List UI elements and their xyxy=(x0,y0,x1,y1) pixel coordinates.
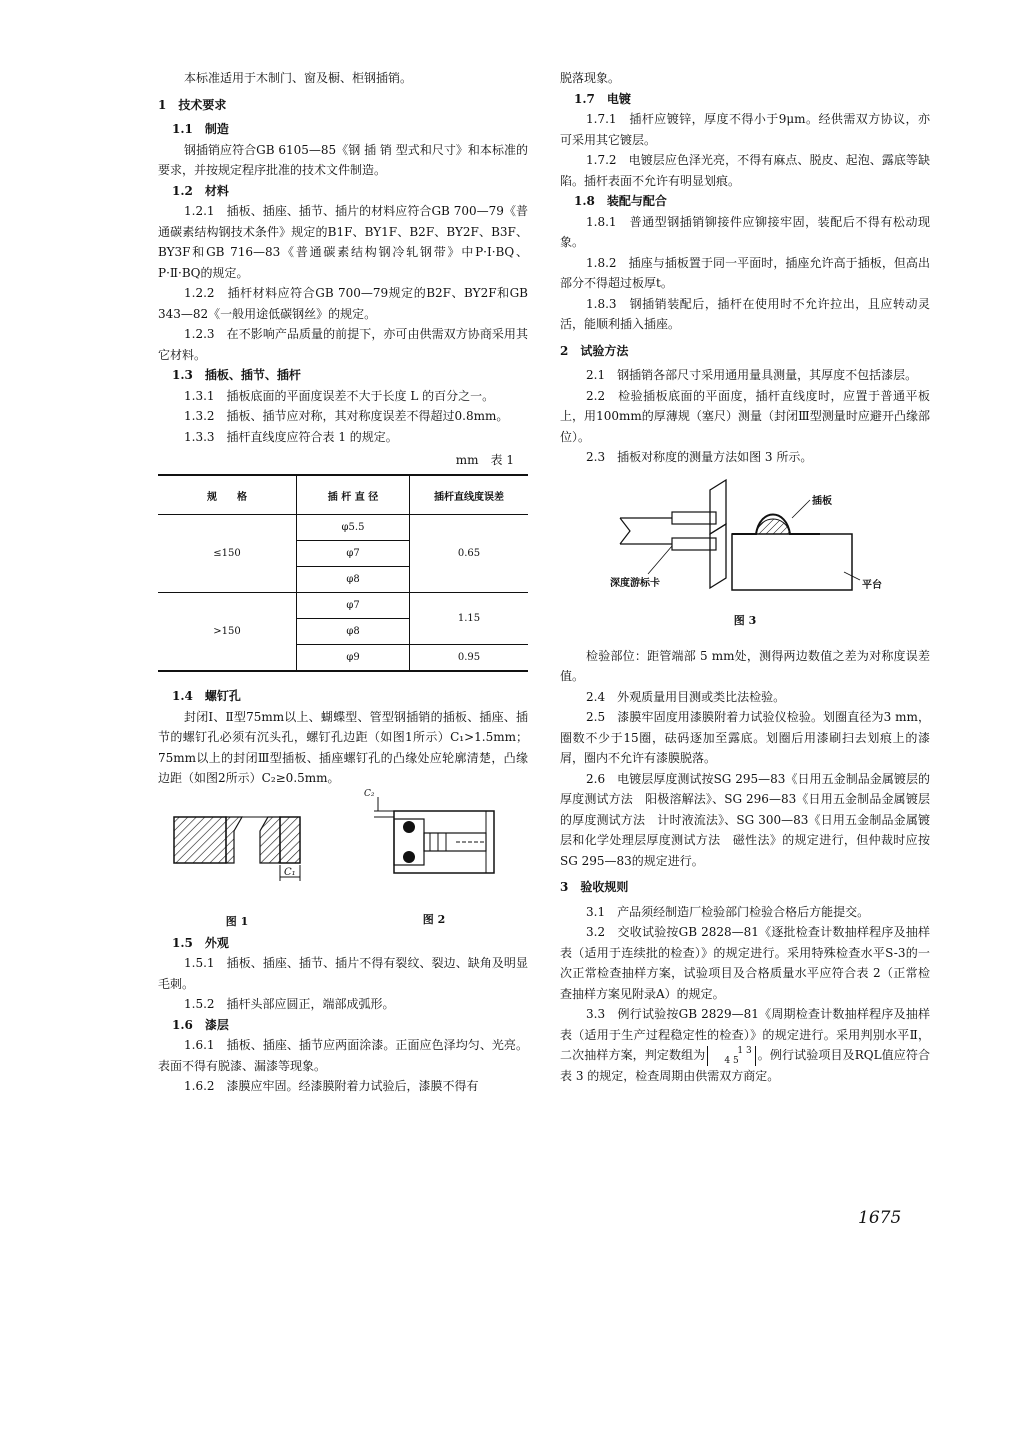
paragraph-1-2-2: 1.2.2 插杆材料应符合GB 700—79规定的B2F、BY2F和GB 343—82《一般用途低碳钢丝》的规定。 xyxy=(158,286,528,321)
table-cell-tolerance: 0.65 xyxy=(457,548,481,559)
paragraph-1-5-1: 1.5.1 插板、插座、插节、插片不得有裂纹、裂边、缺角及明显毛刺。 xyxy=(158,956,528,991)
section-1-3-heading: 1.3 插板、插节、插杆 xyxy=(172,368,301,382)
paragraph-2-5: 2.5 漆膜牢固度用漆膜附着力试验仪检验。划圈直径为3 mm，圈数不少于15圈，砝码逐加至露底。划圈后用漆刷扫去划痕上的漆屑，圈内不允许有漆膜脱落。 xyxy=(560,710,930,765)
paragraph-3-3 xyxy=(560,1004,930,1086)
paragraph-1-7-1: 1.7.1 插杆应镀锌，厚度不得小于9μm。经供需双方协议，亦可采用其它镀层。 xyxy=(560,112,930,147)
intro-paragraph: 本标准适用于木制门、窗及橱、柜钢插销。 xyxy=(184,71,413,85)
table-header-tolerance: 插杆直线度误差 xyxy=(410,475,529,515)
table-1-caption: mm 表 1 xyxy=(455,453,514,467)
figure-1 xyxy=(172,807,302,929)
table-cell-diameter: φ5.5 xyxy=(297,515,410,541)
section-3-heading: 3 验收规则 xyxy=(560,880,629,894)
table-cell-diameter: φ9 xyxy=(297,645,410,672)
paragraph-3-1: 3.1 产品须经制造厂检验部门检验合格后方能提交。 xyxy=(586,904,870,919)
paragraph-1-5-2: 1.5.2 插杆头部应圆正，端部成弧形。 xyxy=(184,997,395,1011)
figure-1-caption: 图 1 xyxy=(225,914,249,928)
paragraph-1-2-3: 1.2.3 在不影响产品质量的前提下，亦可由供需双方协商采用其它材料。 xyxy=(158,327,528,362)
figure-3-caption: 图 3 xyxy=(733,613,757,627)
table-cell-tolerance: 0.95 xyxy=(410,645,529,672)
right-column xyxy=(560,68,930,1086)
paragraph-2-3-detail: 检验部位：距管端部 5 mm处，测得两边数值之差为对称度误差值。 xyxy=(560,648,930,683)
paragraph-1-8-3: 1.8.3 钢插销装配后，插杆在使用时不允许拉出，且应转动灵活，能顺利插入插座。 xyxy=(560,296,930,331)
figure-1-drawing xyxy=(172,807,302,897)
paragraph-1-6-2: 1.6.2 漆膜应牢固。经漆膜附着力试验后，漆膜不得有 xyxy=(184,1079,479,1093)
table-row xyxy=(158,515,528,541)
section-1-8-heading: 1.8 装配与配合 xyxy=(574,194,667,208)
table-cell-tolerance: 1.15 xyxy=(410,593,529,645)
paragraph-1-3-3: 1.3.3 插杆直线度应符合表 1 的规定。 xyxy=(184,429,398,444)
figure-2-drawing xyxy=(364,789,504,897)
section-1-1-heading: 1.1 制造 xyxy=(172,122,229,136)
page-number: 1675 xyxy=(858,1208,902,1228)
section-1-5-heading: 1.5 外观 xyxy=(172,935,229,950)
section-1-2-heading: 1.2 材料 xyxy=(172,183,229,198)
paragraph-1-4: 封闭Ⅰ、Ⅱ型75mm以上、蝴蝶型、管型钢插销的插板、插座、插节的螺钉孔必须有沉头孔，螺钉孔边距（如图1所示）C₁>1.5mm；75mm以上的封闭Ⅲ型插板、插座螺钉孔的凸缘处应轮廓清楚，凸缘边距（如图2所示）C₂≥0.5mm。 xyxy=(158,709,528,785)
paragraph-2-2: 2.2 检验插板底面的平面度，插杆直线度时，应置于普通平板上，用100mm的厚薄规（塞尺）测量（封闭Ⅲ型测量时应避开凸缘部位）。 xyxy=(560,388,930,444)
figure-3-label-plate: 插板 xyxy=(812,495,832,507)
table-cell-diameter: φ8 xyxy=(297,567,410,593)
section-1-heading: 1 技术要求 xyxy=(158,97,227,112)
paragraph-2-1: 2.1 钢插销各部尺寸采用通用量具测量，其厚度不包括漆层。 xyxy=(586,368,918,382)
section-2-heading: 2 试验方法 xyxy=(560,343,629,358)
paragraph-2-3: 2.3 插板对称度的测量方法如图 3 所示。 xyxy=(586,450,813,464)
table-cell-diameter: φ7 xyxy=(297,541,410,567)
decision-array xyxy=(707,1046,755,1066)
table-row xyxy=(158,593,528,619)
figure-3-label-platform: 平台 xyxy=(862,579,882,591)
figure-3 xyxy=(560,478,930,628)
section-1-7-heading: 1.7 电镀 xyxy=(574,91,631,106)
table-cell-diameter: φ8 xyxy=(297,619,410,645)
decision-array-bottom: 4 5 xyxy=(724,1055,739,1066)
table-header-diameter: 插 杆 直 径 xyxy=(297,475,410,515)
table-cell-spec: >150 xyxy=(158,593,297,672)
figure-3-label-gauge: 深度游标卡 xyxy=(610,577,660,589)
left-column xyxy=(158,68,528,1097)
paragraph-3-2: 3.2 交收试验按GB 2828—81《逐批检查计数抽样程序及抽样表（适用于连续批的检查）》的规定进行。采用特殊检查水平S-3的一次正常检查抽样方案，试验项目及合格质量水平应符合表 2（正常检查抽样方案见附录A）的规定。 xyxy=(560,925,930,1001)
table-1 xyxy=(158,474,528,672)
paragraph-1-2-1: 1.2.1 插板、插座、插节、插片的材料应符合GB 700—79《普通碳素结构钢技术条件》规定的B1F、BY1F、B2F、BY2F、B3F、BY3F和GB 716—83《普通碳素结构钢冷轧钢带》中P·I·BQ、P·Ⅱ·BQ的规定。 xyxy=(158,204,528,280)
paragraph-2-6: 2.6 电镀层厚度测试按SG 295—83《日用五金制品金属镀层的厚度测试方法 阳极溶解法》、SG 296—83《日用五金制品金属镀层的厚度测试方法 计时液流法》、SG 300—83《日用五金制品金属镀层和化学处理层厚度测试方法 磁性法》的规定进行，但仲裁时应按SG 295—83的规定进行。 xyxy=(560,771,930,868)
decision-array-top: 1 3 xyxy=(737,1045,752,1056)
paragraph-1-6-1: 1.6.1 插板、插座、插节应两面涂漆。正面应色泽均匀、光亮。表面不得有脱漆、漏漆等现象。 xyxy=(158,1038,528,1073)
figure-1-label-c1: C₁ xyxy=(284,866,296,878)
paragraph-3-3-start: 3.3 例行试验按GB 2829—81《周期检查计数抽样程序及抽样表（适用于生产过程稳定性的检查）》的规定进行。采用判别水平Ⅱ，二次抽样方案，判定数组为 xyxy=(560,1007,930,1062)
continued-text: 脱落现象。 xyxy=(560,71,621,85)
table-header-spec: 规 格 xyxy=(158,475,297,515)
paragraph-2-4: 2.4 外观质量用目测或类比法检验。 xyxy=(586,689,786,704)
paragraph-1-1: 钢插销应符合GB 6105—85《钢 插 销 型式和尺寸》和本标准的要求，并按规定程序批准的技术文件制造。 xyxy=(158,142,528,177)
table-cell-diameter: φ7 xyxy=(297,593,410,619)
paragraph-1-8-2: 1.8.2 插座与插板置于同一平面时，插座允许高于插板，但高出部分不得超过板厚t。 xyxy=(560,255,930,290)
section-1-6-heading: 1.6 漆层 xyxy=(172,1017,229,1032)
paragraph-1-7-2: 1.7.2 电镀层应色泽光亮，不得有麻点、脱皮、起泡、露底等缺陷。插杆表面不允许有明显划痕。 xyxy=(560,153,930,188)
section-1-4-heading: 1.4 螺钉孔 xyxy=(172,689,241,703)
paragraph-1-3-2: 1.3.2 插板、插节应对称，其对称度误差不得超过0.8mm。 xyxy=(184,409,509,423)
figure-2-caption: 图 2 xyxy=(422,912,446,926)
table-cell-spec: ≤150 xyxy=(158,515,297,593)
paragraph-3-3-end: 。例行试验项目及RQL值应符合表 3 的规定，检查周期由供需双方商定。 xyxy=(560,1048,930,1083)
paragraph-1-8-1: 1.8.1 普通型钢插销铆接件应铆接牢固，装配后不得有松动现象。 xyxy=(560,214,930,249)
paragraph-1-3-1: 1.3.1 插板底面的平面度误差不大于长度 L 的百分之一。 xyxy=(184,388,495,403)
figure-2 xyxy=(364,789,504,927)
figure-1-2-row xyxy=(158,788,528,928)
figure-2-label-c2: C₂ xyxy=(364,788,375,799)
